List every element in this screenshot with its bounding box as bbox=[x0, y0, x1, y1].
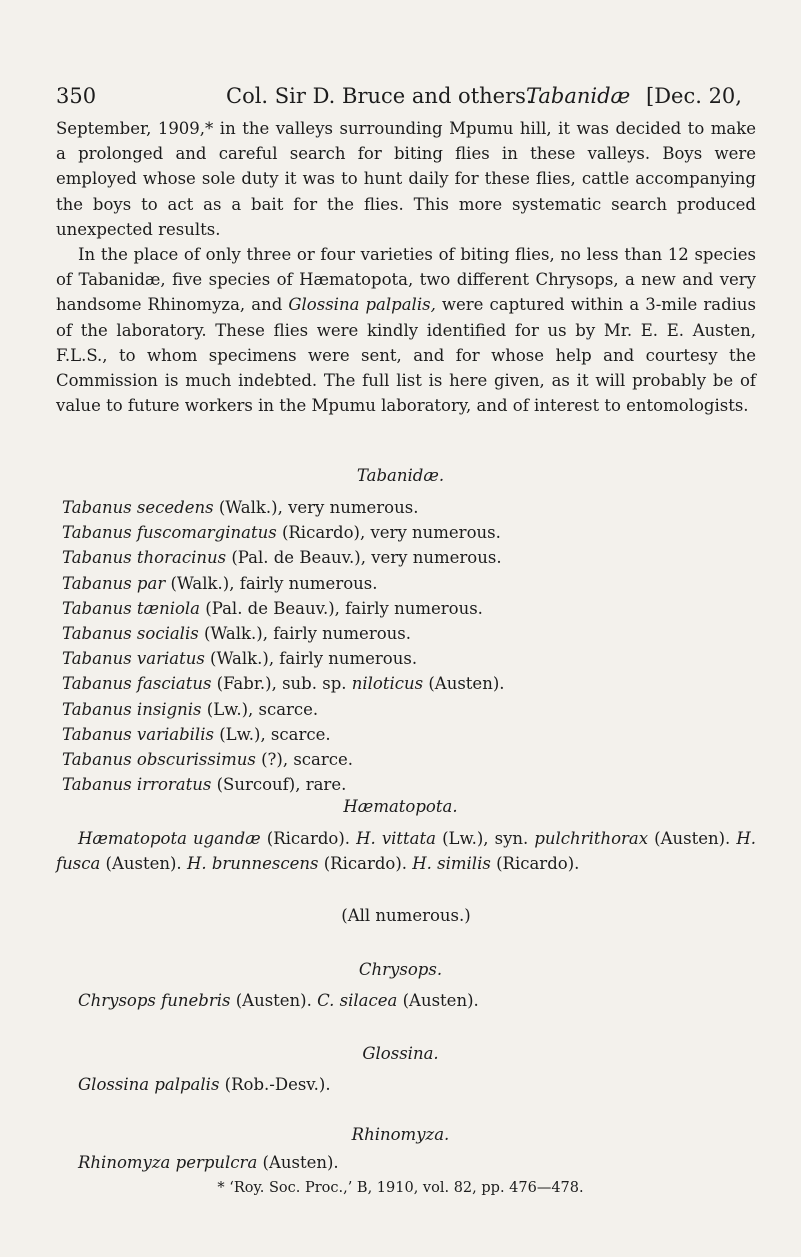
tabanidae-list bbox=[62, 495, 762, 797]
list-item: Tabanus variatus (Walk.), fairly numerous. bbox=[62, 649, 418, 669]
list-item: Tabanus fasciatus (Fabr.), sub. sp. niloticus (Austen). bbox=[62, 674, 505, 694]
page-header bbox=[56, 78, 757, 114]
running-date: [Dec. 20, bbox=[646, 84, 742, 108]
heading-haematopota: Hæmatopota. bbox=[343, 797, 458, 816]
list-item: Tabanus secedens (Walk.), very numerous. bbox=[62, 498, 419, 517]
paragraph-2 bbox=[56, 242, 756, 418]
paragraph-1-text: September, 1909,* in the valleys surrounding Mpumu hill, it was decided to make a prolonged and careful search for biting flies in these valleys. Boys were employed whose sole duty it was to hunt daily for these flies, cattle accompanying the boys to act as a bait for the flies. This more systematic search produced unexpected results. bbox=[56, 119, 756, 239]
list-item: Tabanus par (Walk.), fairly numerous. bbox=[62, 573, 378, 593]
paragraph-2-part-b: were captured within a 3-mile radius of the laboratory. These flies were kindly identified for us by Mr. E. E. Austen, F.L.S., to whom specimens were sent, and for whose help and courtesy the Commission is much indebted. The full list is here given, as it will probably be of value to future workers in the Mpumu laboratory, and of interest to entomologists. bbox=[56, 295, 757, 416]
list-item: Tabanus obscurissimus (?), scarce. bbox=[62, 750, 354, 770]
paragraph-2-part-a: In the place of only three or four varieties of biting flies, no less than 12 species of Tabanidæ, five species of Hæmatopota, two different Chrysops, a new and very handsome Rhinomyza, and bbox=[56, 245, 756, 315]
heading-glossina: Glossina. bbox=[362, 1044, 439, 1063]
rhinomyza-entries: Rhinomyza perpulcra (Austen). bbox=[78, 1153, 339, 1172]
list-item: Tabanus variabilis (Lw.), scarce. bbox=[62, 724, 331, 744]
paragraph-2-text bbox=[56, 242, 756, 418]
heading-tabanidae: Tabanidæ. bbox=[356, 466, 445, 485]
list-item: Tabanus irroratus (Surcouf), rare. bbox=[62, 775, 347, 795]
glossina-entries: Glossina palpalis (Rob.-Desv.). bbox=[78, 1075, 331, 1094]
list-item: Tabanus socialis (Walk.), fairly numerous. bbox=[62, 624, 411, 644]
paragraph-1 bbox=[56, 116, 756, 242]
list-item: Tabanus tæniola (Pal. de Beauv.), fairly numerous. bbox=[62, 598, 483, 618]
haematopota-entries: Hæmatopota ugandæ (Ricardo). H. vittata (Lw.), syn. pulchrithorax (Austen). H. fusca (Austen). H. brunnescens (Ricardo). H. similis (Ricardo). bbox=[56, 829, 756, 874]
running-title: Tabanidæ bbox=[526, 84, 631, 108]
list-item: Tabanus insignis (Lw.), scarce. bbox=[62, 699, 319, 719]
page-number: 350 bbox=[56, 84, 97, 108]
footnote: * ‘Roy. Soc. Proc.,’ B, 1910, vol. 82, pp. 476—478. bbox=[217, 1180, 584, 1196]
list-item: Tabanus thoracinus (Pal. de Beauv.), very numerous. bbox=[62, 548, 502, 568]
running-authors: Col. Sir D. Bruce and others. bbox=[226, 84, 533, 108]
haematopota-note: (All numerous.) bbox=[341, 906, 471, 925]
heading-chrysops: Chrysops. bbox=[358, 960, 443, 979]
paragraph-2-species: Glossina palpalis, bbox=[288, 295, 436, 315]
chrysops-entries: Chrysops funebris (Austen). C. silacea (Austen). bbox=[78, 991, 479, 1010]
list-item: Tabanus fuscomarginatus (Ricardo), very numerous. bbox=[62, 523, 501, 543]
heading-rhinomyza: Rhinomyza. bbox=[351, 1125, 450, 1144]
